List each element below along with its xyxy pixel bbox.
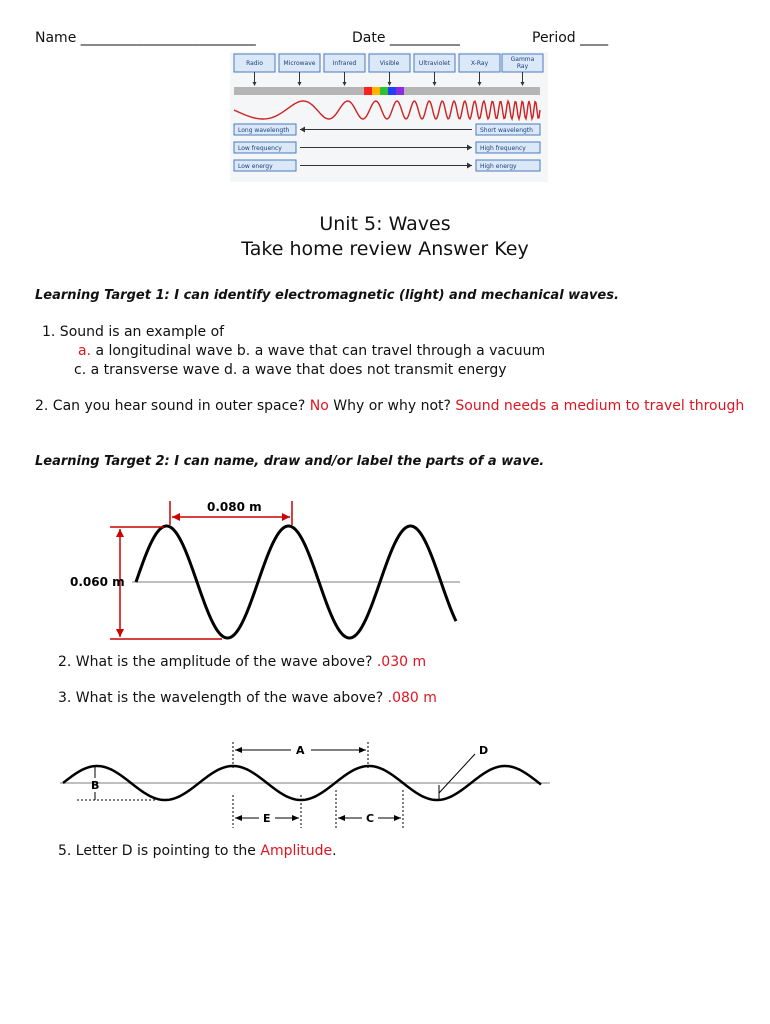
spectrum-left-label: Low energy — [238, 163, 273, 170]
label-e: E — [263, 812, 271, 825]
q2-prefix: 2. Can you hear sound in outer space? — [35, 398, 310, 414]
date-field: Date __________ — [352, 30, 460, 46]
q2-answer-1: No — [309, 398, 329, 414]
q2 — [35, 398, 744, 414]
q1-line2 — [78, 343, 545, 359]
learning-target-2: Learning Target 2: I can name, draw and/or label the parts of a wave. — [35, 454, 545, 469]
label-d: D — [479, 744, 489, 757]
label-b: B — [91, 779, 100, 792]
spectrum-left-label: Low frequency — [238, 145, 282, 152]
q1-stem: 1. Sound is an example of — [42, 324, 225, 340]
band-label: X-Ray — [470, 60, 489, 67]
q-amplitude-answer: .030 m — [376, 654, 427, 670]
q-amplitude-prefix: 2. What is the amplitude of the wave above? — [58, 654, 377, 670]
learning-target-1: Learning Target 1: I can identify electromagnetic (light) and mechanical waves. — [35, 288, 619, 303]
q1-answer-letter: a. — [78, 343, 92, 359]
q2-mid: Why or why not? — [328, 398, 456, 414]
height-label: 0.060 m — [70, 575, 125, 589]
q-wavelength-answer: .080 m — [387, 690, 437, 706]
band-label: Radio — [246, 60, 263, 67]
em-spectrum-diagram — [230, 52, 548, 182]
label-c: C — [366, 812, 375, 825]
q1-options-ab: a longitudinal wave b. a wave that can travel through a vacuum — [91, 343, 546, 359]
q-letter-d-prefix: 5. Letter D is pointing to the — [58, 843, 261, 859]
wave-diagram-1 — [60, 495, 470, 650]
spectrum-right-label: High energy — [480, 163, 517, 170]
q-letter-d-answer: Amplitude — [260, 843, 333, 859]
label-a: A — [296, 744, 305, 757]
band-label: Infrared — [332, 60, 357, 67]
band-label: Microwave — [283, 60, 316, 67]
q-letter-d — [58, 843, 337, 859]
q-wavelength-prefix: 3. What is the wavelength of the wave above? — [58, 690, 388, 706]
name-field: Name _________________________ — [35, 30, 256, 46]
q-amplitude — [58, 654, 426, 670]
title-line2: Take home review Answer Key — [241, 238, 529, 260]
q-letter-d-suffix: . — [332, 843, 337, 859]
band-label: Visible — [379, 60, 400, 67]
q1-options-cd: c. a transverse wave d. a wave that does not transmit energy — [74, 362, 507, 378]
band-label: Ray — [516, 63, 529, 70]
q2-answer-2: Sound needs a medium to travel through — [455, 398, 745, 414]
title-line1: Unit 5: Waves — [319, 213, 451, 235]
q-wavelength — [58, 690, 437, 706]
period-field: Period ____ — [532, 30, 609, 46]
spectrum-right-label: High frequency — [480, 145, 526, 152]
spectrum-right-label: Short wavelength — [480, 127, 533, 134]
band-label: Ultraviolet — [418, 60, 451, 67]
band-label: Gamma — [510, 56, 535, 63]
wave-diagram-2 — [55, 740, 555, 835]
spectrum-left-label: Long wavelength — [238, 127, 290, 134]
wavelength-label: 0.080 m — [207, 500, 262, 514]
